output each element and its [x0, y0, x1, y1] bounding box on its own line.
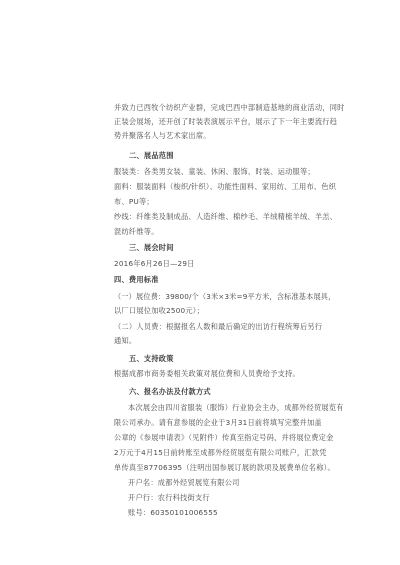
account-number: 账号：60350101006555 [128, 508, 218, 517]
section-heading: 二、展品范围 [129, 151, 174, 160]
registration-line: 公章的《参展申请表》（见附件）传真至指定号码，并将展位费定金 [114, 433, 334, 442]
fee-line: （一）展位费：39800/个（3米×3米=9平方米，含标准基本展具， [114, 292, 336, 301]
fee-line: （二）人员费：根据报名人数和最后确定的出访行程统筹后另行 [114, 322, 323, 331]
registration-line: 单传真至87706395（注明出国参展订展的款项及展费单位名称）。 [114, 463, 335, 472]
section-heading: 三、展会时间 [129, 243, 174, 252]
registration-line: 限公司承办。请有意参展的企业于3月31日前将填写完整并加盖 [114, 418, 322, 427]
section-heading: 五、支持政策 [129, 354, 174, 363]
intro-line: 势并聚落名人与艺术家出席。 [114, 131, 211, 140]
scope-line: 混纺纤维等。 [114, 227, 159, 236]
bank-name: 开户行：农行科技街支行 [128, 493, 210, 502]
section-heading: 四、费用标准 [114, 275, 159, 284]
fee-line: 以厂口展位加收2500元）； [114, 306, 205, 315]
scope-line: 服装类：各类男女装、童装、休闲、服饰、时装、运动服等； [114, 167, 315, 176]
account-name: 开户名：成都外经贸展览有限公司 [128, 478, 240, 487]
scope-line: 纱线：纤维类及制成品、人造纤维、棉纱毛、羊绒精梳羊绒、羊羔、 [114, 212, 338, 221]
scope-line: 面料：服装面料（梭织/针织）、功能性面料、家用纺、工用布、色织 [114, 182, 337, 191]
policy-line: 根据成都市商务委相关政策对展位费和人员费给予支持。 [114, 369, 300, 378]
section-heading: 六、报名办法及付款方式 [129, 387, 211, 396]
registration-line: 2万元于4月15日前转账至成都外经贸展览有限公司账户，汇款凭 [114, 448, 327, 457]
scope-line: 布、PU等； [114, 197, 154, 206]
fee-line: 通知。 [114, 336, 137, 345]
exhibition-date: 2016年6月26日—29日 [114, 259, 195, 268]
intro-line: 正装会展场，还开创了时装表演展示平台，展示了下一年主要流行趋 [114, 117, 338, 126]
registration-line: 本次展会由四川省服装（服饰）行业协会主办，成都外经贸展览有 [128, 403, 344, 412]
intro-line: 并致力已西牧个纺织产业群，完成巴西中部制造基地的商业活动，同时 [114, 103, 345, 112]
